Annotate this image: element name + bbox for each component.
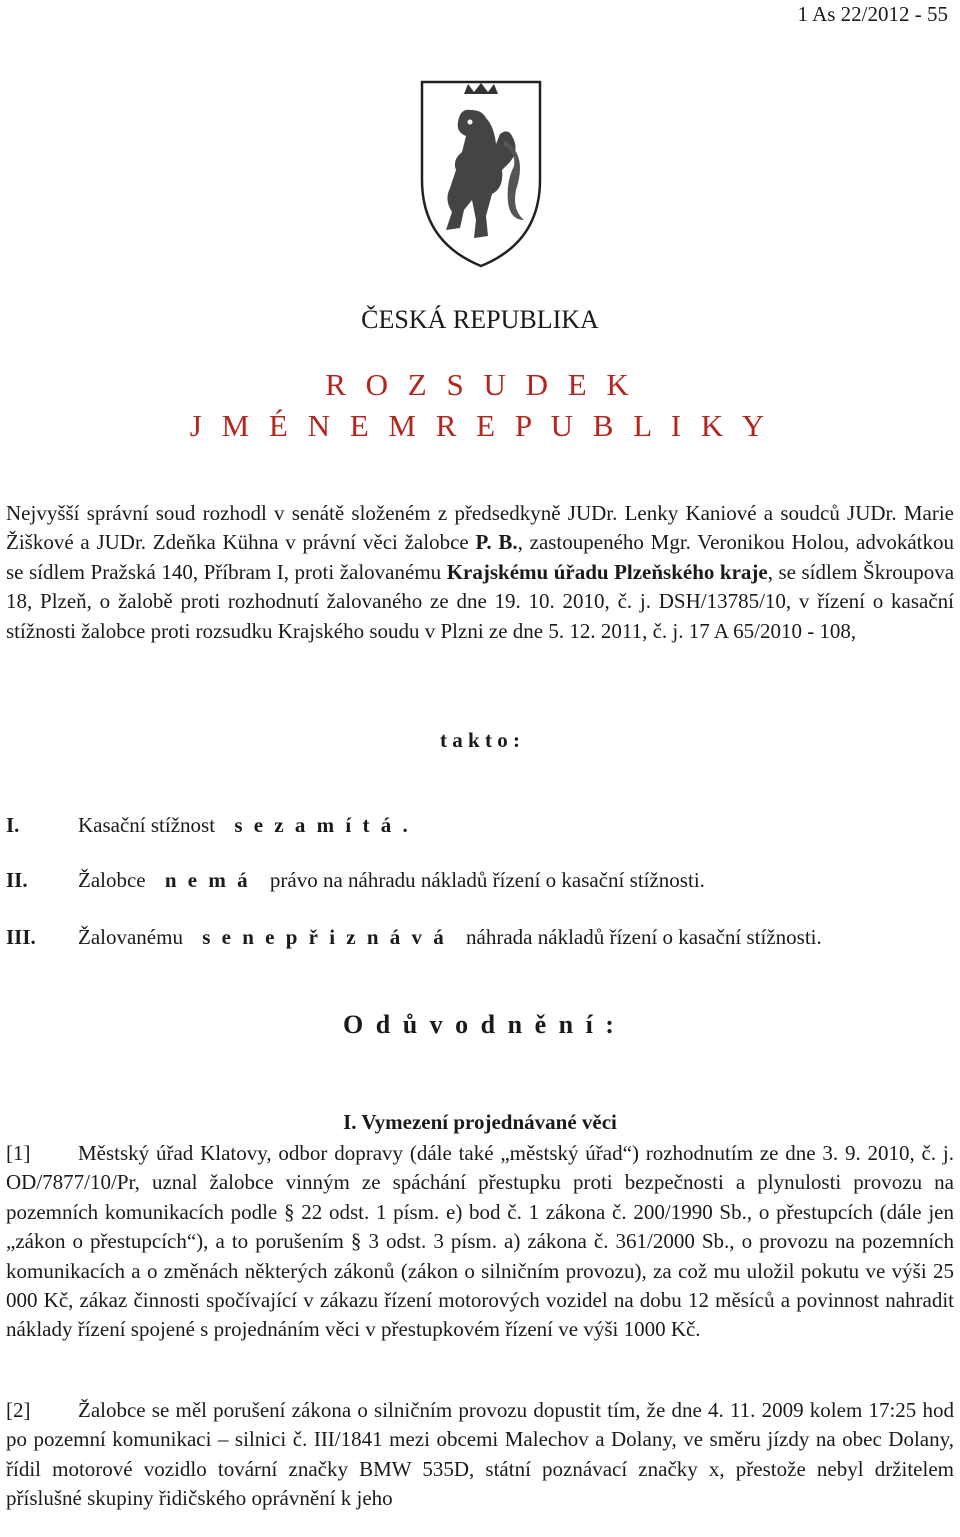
paragraph-number: [2] <box>6 1398 31 1422</box>
section-title: Vymezení projednávané věci <box>361 1110 617 1134</box>
verdict-text: právo na náhradu nákladů řízení o kasační stížnosti. <box>264 868 705 892</box>
verdict-text: Žalovanému <box>78 925 189 949</box>
intro-text-1: Nejvyšší správní soud rozhodl v senátě složeném z předsedkyně JUDr. Lenky Kaniové a soudců JUDr. Marie Žiškové a JUDr. Zdeňka Kühna v právní věci žalobce <box>6 501 954 555</box>
paragraph-1 <box>6 1139 954 1345</box>
judgment-title: R O Z S U D E K <box>325 367 635 402</box>
plaintiff-name: P. B. <box>475 530 518 555</box>
verdict-spaced: s e n e p ř i z n á v á <box>202 925 447 949</box>
verdict-text: Kasační stížnost <box>78 813 221 837</box>
reasoning-heading: O d ů v o d n ě n í : <box>343 1010 617 1039</box>
verdict-text: Žalobce <box>78 868 151 892</box>
intro-paragraph <box>6 499 954 646</box>
verdict-spaced: n e m á <box>164 868 251 892</box>
intro-text-3: , se sídlem Škroupova 18, Plzeň, o žalobě proti rozhodnutí žalovaného ze dne 19. 10. 2010, č. j. DSH/13785/10, v řízení o kasační stížnosti žalobce proti rozsudku Krajského soudu v Plzni ze dne 5. 12. 2011, č. j. 17 A 65/2010 - 108, <box>6 559 955 643</box>
verdict-text: náhrada nákladů řízení o kasační stížnosti. <box>460 925 822 949</box>
paragraph-2 <box>6 1396 954 1514</box>
paragraph-text: Žalobce se měl porušení zákona o silničním provozu dopustit tím, že dne 4. 11. 2009 kolem 17:25 hod po pozemní komunikaci – silnici č. III/1841 mezi obcemi Malechov a Dolany, ve směru jízdy na obec Dolany, řídil motorové vozidlo tovární značky BMW 535D, státní poznávací značky x, přestože nebyl držitelem příslušné skupiny řidičského oprávnění k jeho <box>6 1398 954 1511</box>
paragraph-number: [1] <box>6 1141 31 1165</box>
country-heading: ČESKÁ REPUBLIKA <box>361 305 599 334</box>
intro-text-2: , zastoupeného Mgr. Veronikou Holou, advokátkou se sídlem Pražská 140, Příbram I, proti žalovanému <box>6 530 954 584</box>
judgment-subtitle: J M É N E M R E P U B L I K Y <box>189 408 771 443</box>
section-number: I. <box>343 1110 357 1134</box>
czech-lion-emblem-icon <box>416 70 546 270</box>
defendant-name: Krajskému úřadu Plzeňského kraje <box>446 559 768 584</box>
verdict-number: III. <box>6 925 36 949</box>
document-number: 1 As 22/2012 - 55 <box>797 2 948 26</box>
paragraph-text: Městský úřad Klatovy, odbor dopravy (dále také „městský úřad“) rozhodnutím ze dne 3. 9. 2010, č. j. OD/7877/10/Pr, uznal žalobce vinným ze spáchání přestupku proti bezpečnosti a plynulosti provozu na pozemních komunikacích podle § 22 odst. 1 písm. e) bod č. 1 zákona č. 200/1990 Sb., o přestupcích (dále jen „zákon o přestupcích“), a to porušením § 3 odst. 3 písm. a) zákona č. 361/2000 Sb., o provozu na pozemních komunikacích a o změnách některých zákonů (zákon o silničním provozu), za což mu uložil pokutu ve výši 25 000 Kč, zákaz činnosti spočívající v zákazu řízení motorových vozidel na dobu 12 měsíců a povinnost nahradit náklady řízení spojené s projednáním věci v přestupkovém řízení ve výši 1000 Kč. <box>6 1141 954 1342</box>
verdict-number: I. <box>6 813 20 837</box>
verdict-spaced: s e z a m í t á . <box>234 813 411 837</box>
verdict-heading: t a k t o : <box>440 728 520 752</box>
verdict-number: II. <box>6 868 28 892</box>
section-heading <box>0 1110 960 1135</box>
